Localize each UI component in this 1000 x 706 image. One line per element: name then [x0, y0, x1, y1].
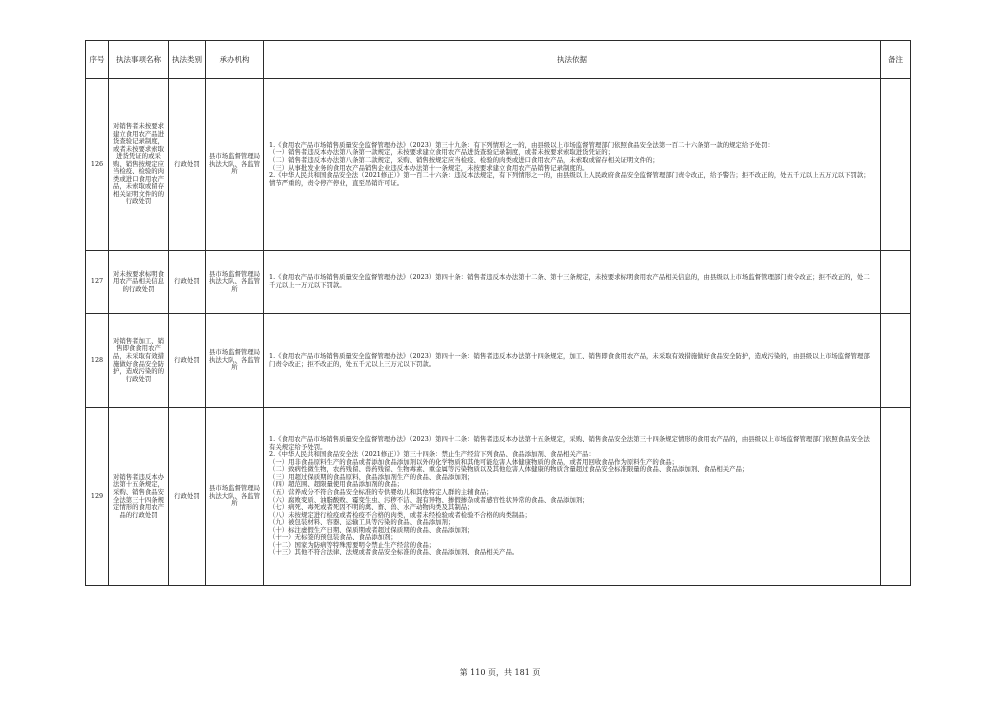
basis-line: （六）腐败变质、油脂酸败、霉变生虫、污秽不洁、混有异物、掺假掺杂或者感官性状异常的食品、食品添加剂； — [269, 495, 589, 504]
legal-basis — [264, 314, 881, 408]
basis-line: （四）超范围、超限量使用食品添加剂的食品； — [269, 480, 404, 489]
basis-line: （十三）其他不符合法律、法规或者食品安全标准的食品、食品添加剂、食品相关产品。 — [269, 548, 519, 557]
table-row — [86, 79, 911, 251]
header-remark: 备注 — [881, 41, 911, 79]
basis-line: 2.《中华人民共和国食品安全法（2021修正）》第一百二十六条：违反本法规定，有下列情形之一的，由县级以上人民政府食品安全监督管理部门责令改正，给予警告；拒不改正的，处五千元以上五万元以下罚款；情节严重的，责令停产停业，直至吊销许可证。 — [269, 171, 870, 187]
header-item-name: 执法事项名称 — [109, 41, 169, 79]
basis-line: （十二）国家为防病等特殊需要明令禁止生产经营的食品； — [269, 540, 436, 549]
basis-line: （八）未按规定进行检疫或者检疫不合格的肉类，或者未经检验或者检验不合格的肉类制品； — [269, 510, 532, 519]
item-name: 对未按要求标明食用农产品相关信息的行政处罚 — [109, 251, 169, 314]
basis-line: （五）营养成分不符合食品安全标准的专供婴幼儿和其他特定人群的主辅食品； — [269, 487, 493, 496]
basis-line: 1.《食用农产品市场销售质量安全监督管理办法》（2023）第四十一条：销售者违反本办法第十四条规定，加工、销售即食食用农产品，未采取有效措施做好食品安全防护，造成污染的，由县级以上市场监督管理部门责令改正；拒不改正的，处五千元以上三万元以下罚款。 — [269, 351, 870, 368]
table-row — [86, 408, 911, 586]
header-organization: 承办机构 — [206, 41, 264, 79]
handling-organization: 县市场监督管理局执法大队、各监管所 — [206, 314, 264, 408]
basis-line: （三）用超过保质期的食品原料、食品添加剂生产的食品、食品添加剂； — [269, 472, 474, 481]
item-name: 对销售者违反本办法第十五条规定，采购、销售食品安全法第三十四条规定情形的食用农产品的行政处罚 — [109, 408, 169, 586]
legal-basis — [264, 79, 881, 251]
enforcement-category: 行政处罚 — [169, 79, 206, 251]
enforcement-category: 行政处罚 — [169, 408, 206, 586]
remark — [881, 251, 911, 314]
basis-line: 2.《中华人民共和国食品安全法（2021修正）》第三十四条：禁止生产经营下列食品、食品添加剂、食品相关产品： — [269, 450, 595, 459]
table-row — [86, 314, 911, 408]
row-number: 127 — [86, 251, 109, 314]
row-number: 129 — [86, 408, 109, 586]
legal-basis — [264, 251, 881, 314]
remark — [881, 314, 911, 408]
handling-organization: 县市场监督管理局执法大队、各监管所 — [206, 79, 264, 251]
basis-line: （三）从事批发业务的食用农产品销售企业违反本办法第十一条规定，未按要求建立食用农产品销售记录制度的。 — [269, 163, 589, 172]
basis-line: （二）致病性微生物，农药残留、兽药残留、生物毒素、重金属等污染物质以及其他危害人体健康的物质含量超过食品安全标准限量的食品、食品添加剂、食品相关产品； — [269, 465, 749, 474]
basis-line: 1.《食用农产品市场销售质量安全监督管理办法》（2023）第三十九条：有下列情形之一的，由县级以上市场监督管理部门依照食品安全法第一百二十六条第一款的规定给予处罚： — [269, 140, 774, 149]
header-row — [86, 41, 911, 79]
header-basis: 执法依据 — [264, 41, 881, 79]
basis-line: （二）销售者违反本办法第八条第二款规定，采购、销售按规定应当检疫、检验的肉类或进口食用农产品，未索取或留存相关证明文件的； — [269, 155, 659, 164]
enforcement-category: 行政处罚 — [169, 314, 206, 408]
basis-line: 1.《食用农产品市场销售质量安全监督管理办法》（2023）第四十二条：销售者违反本办法第十五条规定，采购、销售食品安全法第三十四条规定情形的食用农产品的，由县级以上市场监督管理部门依照食品安全法有关规定给予处罚。 — [269, 435, 870, 451]
item-name: 对销售者加工、销售即食食用农产品，未采取有效措施做好食品安全防护，造成污染的的行政处罚 — [109, 314, 169, 408]
header-category: 执法类别 — [169, 41, 206, 79]
header-no: 序号 — [86, 41, 109, 79]
basis-line: （七）病死、毒死或者死因不明的禽、畜、兽、水产动物肉类及其制品； — [269, 503, 474, 512]
handling-organization: 县市场监督管理局执法大队、各监管所 — [206, 251, 264, 314]
row-number: 128 — [86, 314, 109, 408]
legal-basis — [264, 408, 881, 586]
handling-organization: 县市场监督管理局执法大队、各监管所 — [206, 408, 264, 586]
basis-line: （十一）无标签的预包装食品、食品添加剂； — [269, 533, 397, 542]
basis-line: （九）被包装材料、容器、运输工具等污染的食品、食品添加剂； — [269, 518, 455, 527]
basis-line: （十）标注虚假生产日期、保质期或者超过保质期的食品、食品添加剂； — [269, 525, 474, 534]
basis-line: 1.《食用农产品市场销售质量安全监督管理办法》（2023）第四十条：销售者违反本办法第十二条、第十三条规定，未按要求标明食用农产品相关信息的，由县级以上市场监督管理部门责令改正；拒不改正的，处二千元以上一万元以下罚款。 — [269, 273, 870, 289]
basis-line: （一）用非食品原料生产的食品或者添加食品添加剂以外的化学物质和其他可能危害人体健康物质的食品，或者用回收食品作为原料生产的食品； — [269, 457, 678, 466]
page-number: 第 110 页，共 181 页 — [459, 668, 541, 677]
row-number: 126 — [86, 79, 109, 251]
enforcement-table — [85, 40, 911, 586]
table-row — [86, 251, 911, 314]
item-name: 对销售者未按要求建立食用农产品进货查验记录制度，或者未按要求索取进货凭证的或采购、销售按规定应当检疫、检验的肉类或进口食用农产品，未索取或留存相关证明文件的的行政处罚 — [109, 79, 169, 251]
remark — [881, 408, 911, 586]
remark — [881, 79, 911, 251]
basis-line: （一）销售者违反本办法第八条第一款规定，未按要求建立食用农产品进货查验记录制度，或者未按要求索取进货凭证的； — [269, 148, 615, 157]
enforcement-category: 行政处罚 — [169, 251, 206, 314]
